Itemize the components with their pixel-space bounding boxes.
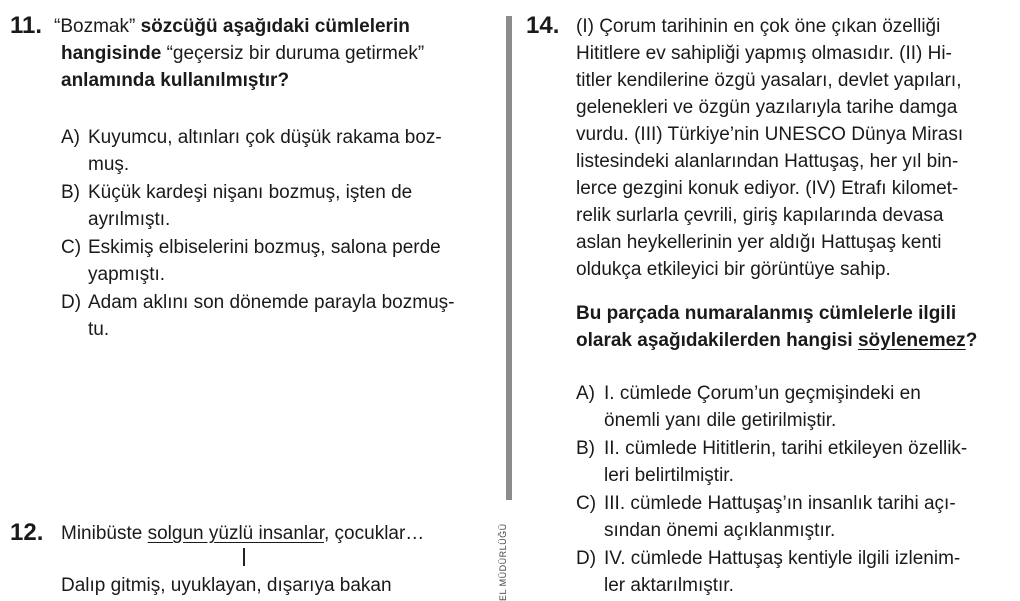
question-12-prefix: Minibüste [61,523,148,544]
stem-text-segment: sözcüğü aşağıdaki cümlelerin [140,16,410,37]
passage-line: aslan heykellerinin yer aldığı Hattuşaş kenti [576,232,942,253]
passage-line: vurdu. (III) Türkiye’nin UNESCO Dünya Mirası [576,124,964,145]
stem-text-segment: “geçersiz bir duruma getirmek” [161,43,425,64]
stem-text-segment: anlamında kullanılmıştır? [61,70,290,91]
option-text-line: Adam aklını son dönemde parayla bozmuş- [88,292,455,313]
option-text-line: III. cümlede Hattuşaş’ın insanlık tarihi açı- [604,493,956,514]
question-14-prompt-line-2 [576,327,977,354]
option-label: D) [61,292,82,313]
option-text-line: I. cümlede Çorum’un geçmişindeki en [604,383,921,404]
option-text-line: tu. [88,319,110,340]
option-text-line: ayrılmıştı. [88,209,171,230]
option-text-line: II. cümlede Hititlerin, tarihi etkileyen özellik- [604,438,968,459]
passage-line: lerce gezgini konuk ediyor. (IV) Etrafı kilomet- [576,178,959,199]
option-text-line: muş. [88,154,130,175]
option-label: C) [61,237,82,258]
question-11-stem-line [61,40,424,67]
question-14-prompt-prefix: olarak aşağıdakilerden hangisi [576,330,858,351]
question-11-stem-line [54,13,410,40]
option-text-line: Eskimiş elbiselerini bozmuş, salona perde [88,237,441,258]
question-11-stem-line [61,67,289,94]
option-text-line: leri belirtilmiştir. [604,465,734,486]
stem-text-segment: hangisinde [61,43,162,64]
passage-line: Hititlere ev sahipliği yapmış olmasıdır. (II) Hi- [576,43,952,64]
passage-line: listesindeki alanlarından Hattuşaş, her yıl bin- [576,151,959,172]
option-label: A) [61,127,80,148]
passage-line: gelenekleri ve özgün yazılarıyla tarihe damga [576,97,958,118]
question-12-line-1 [61,520,424,547]
stem-text-segment: “Bozmak” [54,16,141,37]
option-text-line: yapmıştı. [88,264,166,285]
passage-line: (I) Çorum tarihinin en çok öne çıkan özelliği [576,16,941,37]
question-14-prompt-suffix: ? [965,330,978,351]
question-11-number: 11. [10,12,43,39]
question-14-number: 14. [526,12,560,39]
option-text-line: ler aktarılmıştır. [604,575,734,596]
option-label: D) [576,548,597,569]
question-14-prompt-underlined: söylenemez [857,330,966,351]
column-divider [506,16,512,500]
option-label: B) [576,438,595,459]
passage-line: titler kendilerine özgü yasaları, devlet yapıları, [576,70,962,91]
passage-line: oldukça etkileyici bir görüntüye sahip. [576,259,891,280]
option-text-line: IV. cümlede Hattuşaş kentiyle ilgili izlenim- [604,548,961,569]
option-label: C) [576,493,597,514]
question-12-suffix: , çocuklar… [324,523,425,544]
option-label: B) [61,182,80,203]
option-text-line: Kuyumcu, altınları çok düşük rakama boz- [88,127,442,148]
question-12-number: 12. [10,519,44,546]
option-text-line: Küçük kardeşi nişanı bozmuş, işten de [88,182,413,203]
option-text-line: önemli yanı dile getirilmiştir. [604,410,837,431]
passage-line: relik surlarla çevrili, giriş kapılarında devasa [576,205,944,226]
option-text-line: sından önemi açıklanmıştır. [604,520,836,541]
question-12-line-2: Dalıp gitmiş, uyuklayan, dışarıya bakan [61,575,392,596]
option-label: A) [576,383,595,404]
question-12-underlined-phrase: solgun yüzlü insanlar [147,523,324,544]
sidebar-vertical-text: EL MÜDÜRLÜĞÜ [498,523,508,601]
question-14-prompt-line-1: Bu parçada numaralanmış cümlelerle ilgili [576,303,957,324]
question-12-marker [243,548,245,566]
